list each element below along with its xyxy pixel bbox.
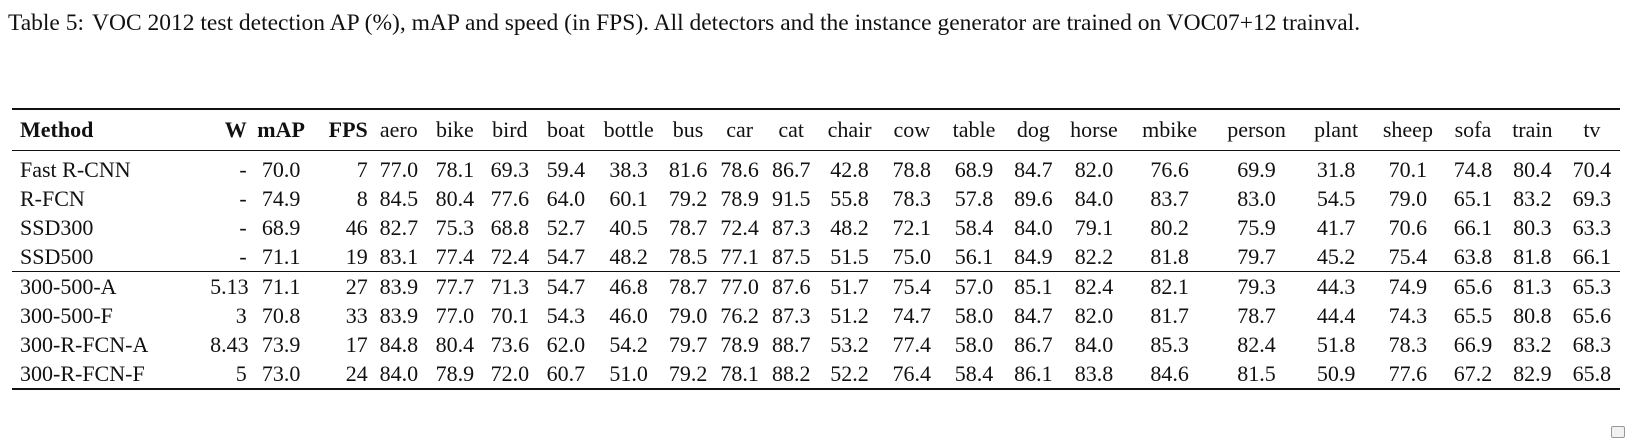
column-header-dog: dog	[1007, 109, 1061, 151]
method-name-cell: SSD500	[20, 244, 94, 269]
column-header-bike: bike	[427, 109, 483, 151]
table-cell: 58.4	[954, 215, 994, 240]
table-row	[12, 242, 1620, 272]
column-header-table: table	[941, 109, 1006, 151]
table-cell: 81.8	[1150, 244, 1189, 269]
method-name-cell: SSD300	[20, 215, 94, 240]
table-cell: 66.1	[1453, 215, 1493, 240]
table-cell: 17	[345, 332, 368, 357]
table-cell: 84.6	[1128, 359, 1212, 389]
table-cell: 46.0	[609, 303, 648, 328]
caption-label: Table 5:	[8, 10, 85, 36]
column-header-bottle: bottle	[595, 109, 662, 151]
table-cell: 84.0	[1074, 186, 1114, 211]
table-cell: 83.0	[1237, 186, 1276, 211]
table-cell: 65.6	[1572, 303, 1612, 328]
table-cell: 87.3	[771, 303, 811, 328]
table-cell: 86.7	[771, 157, 811, 182]
column-header-cow: cow	[882, 109, 941, 151]
table-cell: 54.7	[537, 272, 595, 302]
table-cell: 27	[313, 272, 371, 302]
table-cell: 85.1	[1007, 272, 1061, 302]
table-cell: 70.0	[261, 157, 301, 182]
table-cell: 80.8	[1513, 303, 1552, 328]
column-header-w: W	[207, 109, 250, 151]
table-cell: 80.4	[435, 186, 475, 211]
table-cell: 71.1	[261, 244, 301, 269]
table-cell: 70.1	[1388, 157, 1428, 182]
table-cell: 65.1	[1453, 186, 1493, 211]
table-caption	[8, 6, 1620, 40]
table-cell: 78.7	[1237, 303, 1276, 328]
table-cell: 82.4	[1060, 272, 1127, 302]
table-cell: 74.8	[1453, 157, 1493, 182]
table-cell: 82.9	[1501, 359, 1564, 389]
table-cell: -	[239, 157, 247, 182]
table-cell: 76.4	[882, 359, 941, 389]
table-cell: 48.2	[609, 244, 648, 269]
table-cell: 79.7	[668, 332, 708, 357]
table-cell: 68.9	[954, 157, 994, 182]
table-cell: 44.3	[1301, 272, 1371, 302]
table-cell: 86.1	[1007, 359, 1061, 389]
table-cell: 58.4	[941, 359, 1006, 389]
table-cell: 8	[356, 186, 368, 211]
table-cell: 51.8	[1316, 332, 1356, 357]
table-cell: 57.0	[941, 272, 1006, 302]
method-name-cell: R-FCN	[20, 186, 85, 211]
table-cell: 79.0	[1388, 186, 1428, 211]
table-cell: 84.5	[379, 186, 419, 211]
table-cell: 44.4	[1316, 303, 1356, 328]
table-cell: 51.0	[595, 359, 662, 389]
table-cell: 65.8	[1564, 359, 1620, 389]
table-cell: 73.0	[250, 359, 313, 389]
header-row	[12, 109, 1620, 151]
table-cell: 71.3	[483, 272, 537, 302]
table-cell: 60.7	[537, 359, 595, 389]
column-header-car: car	[714, 109, 766, 151]
table-cell: 58.0	[954, 332, 994, 357]
table-cell: 5.13	[207, 272, 250, 302]
table-cell: 84.9	[1014, 244, 1053, 269]
table-cell: 79.3	[1212, 272, 1302, 302]
column-header-map: mAP	[250, 109, 313, 151]
table-cell: 55.8	[830, 186, 869, 211]
table-cell: 86.7	[1014, 332, 1053, 357]
column-header-train: train	[1501, 109, 1564, 151]
table-cell: 81.3	[1501, 272, 1564, 302]
column-header-bird: bird	[483, 109, 537, 151]
table-cell: 77.4	[892, 332, 932, 357]
table-cell: 82.1	[1128, 272, 1212, 302]
table-cell: 76.6	[1150, 157, 1189, 182]
table-cell: 78.5	[668, 244, 708, 269]
table-cell: 75.9	[1237, 215, 1276, 240]
table-cell: 80.4	[435, 332, 475, 357]
table-cell: 72.4	[490, 244, 530, 269]
table-cell: 46.8	[595, 272, 662, 302]
table-cell: 83.8	[1060, 359, 1127, 389]
table-cell: 83.9	[371, 272, 427, 302]
table-cell: 79.1	[1074, 215, 1114, 240]
table-cell: 83.2	[1513, 186, 1552, 211]
table-cell: 52.2	[817, 359, 882, 389]
table-cell: 59.4	[546, 157, 586, 182]
table-cell: 82.0	[1074, 157, 1114, 182]
table-row	[12, 213, 1620, 242]
table-cell: 87.6	[765, 272, 817, 302]
table-cell: 87.3	[771, 215, 811, 240]
table-body	[12, 151, 1620, 390]
column-header-sheep: sheep	[1371, 109, 1445, 151]
table-row	[12, 359, 1620, 389]
table-cell: 89.6	[1014, 186, 1053, 211]
table-cell: 82.2	[1074, 244, 1114, 269]
table-cell: 73.9	[261, 332, 301, 357]
column-header-sofa: sofa	[1445, 109, 1501, 151]
table-cell: 57.8	[954, 186, 994, 211]
table-cell: 74.3	[1388, 303, 1428, 328]
table-cell: 83.7	[1150, 186, 1189, 211]
table-cell: 63.3	[1572, 215, 1612, 240]
table-cell: 60.1	[609, 186, 648, 211]
table-cell: 58.0	[954, 303, 994, 328]
table-cell: 45.2	[1316, 244, 1356, 269]
table-cell: 78.9	[427, 359, 483, 389]
table-cell: 81.8	[1513, 244, 1552, 269]
column-header-mbike: mbike	[1128, 109, 1212, 151]
table-cell: 41.7	[1316, 215, 1356, 240]
table-cell: 70.1	[490, 303, 530, 328]
method-name-cell: Fast R-CNN	[20, 157, 131, 182]
table-cell: 54.3	[546, 303, 586, 328]
table-cell: 78.9	[720, 332, 759, 357]
table-cell: 84.7	[1014, 303, 1053, 328]
table-cell: 84.8	[379, 332, 419, 357]
method-name-cell: 300-R-FCN-A	[20, 332, 149, 357]
table-cell: 78.7	[668, 215, 708, 240]
table-cell: 78.3	[1388, 332, 1428, 357]
table-cell: 87.5	[771, 244, 811, 269]
table-cell: 80.3	[1513, 215, 1552, 240]
table-cell: 80.2	[1150, 215, 1189, 240]
table-cell: 77.7	[427, 272, 483, 302]
table-cell: 75.4	[1388, 244, 1428, 269]
table-cell: 88.2	[765, 359, 817, 389]
table-cell: 24	[313, 359, 371, 389]
table-cell: 19	[345, 244, 368, 269]
column-header-bus: bus	[662, 109, 714, 151]
column-header-fps: FPS	[313, 109, 371, 151]
table-cell: 8.43	[210, 332, 249, 357]
table-cell: 69.3	[490, 157, 530, 182]
table-cell: 72.0	[483, 359, 537, 389]
table-cell: 70.4	[1572, 157, 1612, 182]
table-cell: 74.9	[261, 186, 301, 211]
table-cell: 54.5	[1316, 186, 1356, 211]
table-cell: 78.1	[435, 157, 475, 182]
table-cell: 74.9	[1371, 272, 1445, 302]
table-cell: 83.2	[1513, 332, 1552, 357]
table-cell: 40.5	[609, 215, 648, 240]
table-cell: 83.9	[379, 303, 419, 328]
table-cell: 31.8	[1316, 157, 1356, 182]
table-cell: -	[239, 186, 247, 211]
table-cell: 54.2	[609, 332, 648, 357]
table-cell: 76.2	[720, 303, 759, 328]
table-cell: 77.0	[714, 272, 766, 302]
table-cell: 78.7	[662, 272, 714, 302]
table-cell: 84.0	[1074, 332, 1114, 357]
resize-handle-icon	[1611, 426, 1625, 438]
table-cell: 70.8	[261, 303, 301, 328]
table-cell: 78.8	[892, 157, 932, 182]
table-cell: 5	[207, 359, 250, 389]
table-cell: 72.4	[720, 215, 759, 240]
table-cell: 68.9	[261, 215, 301, 240]
column-header-aero: aero	[371, 109, 427, 151]
table-cell: 78.1	[714, 359, 766, 389]
table-cell: 51.7	[817, 272, 882, 302]
table-row	[12, 151, 1620, 185]
table-cell: 33	[345, 303, 368, 328]
table-cell: -	[239, 215, 247, 240]
table-cell: 79.0	[668, 303, 708, 328]
table-cell: 46	[345, 215, 368, 240]
table-cell: 82.7	[379, 215, 419, 240]
column-header-method: Method	[12, 109, 207, 151]
table-cell: 69.9	[1237, 157, 1276, 182]
table-cell: 65.3	[1564, 272, 1620, 302]
table-cell: 75.0	[892, 244, 932, 269]
table-cell: 38.3	[609, 157, 648, 182]
table-cell: 84.0	[1014, 215, 1053, 240]
table-cell: 67.2	[1445, 359, 1501, 389]
table-cell: 77.6	[1371, 359, 1445, 389]
table-cell: 85.3	[1150, 332, 1189, 357]
table-cell: 52.7	[546, 215, 586, 240]
column-header-tv: tv	[1564, 109, 1620, 151]
column-header-boat: boat	[537, 109, 595, 151]
table-cell: 79.2	[662, 359, 714, 389]
table-cell: 79.7	[1237, 244, 1276, 269]
table-cell: 77.0	[379, 157, 419, 182]
table-cell: 78.9	[720, 186, 759, 211]
table-cell: 70.6	[1388, 215, 1428, 240]
method-name-cell: 300-R-FCN-F	[12, 359, 207, 389]
column-header-person: person	[1212, 109, 1302, 151]
results-table-container	[12, 108, 1620, 390]
table-cell: 77.4	[435, 244, 475, 269]
table-cell: 81.7	[1150, 303, 1189, 328]
table-cell: 50.9	[1301, 359, 1371, 389]
table-cell: 7	[356, 157, 368, 182]
table-cell: 84.7	[1014, 157, 1053, 182]
table-row	[12, 301, 1620, 330]
results-table	[12, 108, 1620, 390]
column-header-cat: cat	[765, 109, 817, 151]
caption-text: VOC 2012 test detection AP (%), mAP and speed (in FPS). All detectors and the instance generator are trained on VOC07+12 trainval.	[92, 10, 1361, 36]
table-cell: 66.9	[1453, 332, 1493, 357]
table-cell: 75.4	[882, 272, 941, 302]
table-cell: 75.3	[435, 215, 475, 240]
table-row	[12, 184, 1620, 213]
table-cell: 72.1	[892, 215, 932, 240]
table-cell: 82.0	[1074, 303, 1114, 328]
table-cell: 77.0	[435, 303, 475, 328]
table-cell: 74.7	[892, 303, 932, 328]
table-row	[12, 272, 1620, 302]
table-cell: 77.1	[720, 244, 759, 269]
table-cell: 82.4	[1237, 332, 1276, 357]
table-cell: 51.5	[830, 244, 869, 269]
table-cell: 42.8	[830, 157, 869, 182]
method-name-cell: 300-500-F	[20, 303, 113, 328]
table-cell: 91.5	[771, 186, 811, 211]
table-cell: 81.6	[668, 157, 708, 182]
table-cell: 65.5	[1453, 303, 1493, 328]
table-cell: 3	[235, 303, 247, 328]
table-cell: 71.1	[250, 272, 313, 302]
table-cell: 64.0	[546, 186, 586, 211]
table-cell: 68.3	[1572, 332, 1612, 357]
table-cell: 79.2	[668, 186, 708, 211]
table-row	[12, 330, 1620, 359]
table-cell: 65.6	[1445, 272, 1501, 302]
table-cell: 63.8	[1453, 244, 1493, 269]
table-cell: 83.1	[379, 244, 419, 269]
table-cell: 56.1	[954, 244, 994, 269]
table-cell: 53.2	[830, 332, 869, 357]
table-cell: 48.2	[830, 215, 869, 240]
table-cell: 62.0	[546, 332, 586, 357]
table-cell: 88.7	[771, 332, 811, 357]
table-cell: 81.5	[1212, 359, 1302, 389]
table-cell: 84.0	[371, 359, 427, 389]
table-cell: 73.6	[490, 332, 530, 357]
table-cell: -	[239, 244, 247, 269]
table-cell: 78.6	[720, 157, 759, 182]
table-cell: 77.6	[490, 186, 530, 211]
column-header-chair: chair	[817, 109, 882, 151]
table-cell: 54.7	[546, 244, 586, 269]
table-cell: 69.3	[1572, 186, 1612, 211]
column-header-plant: plant	[1301, 109, 1371, 151]
table-cell: 80.4	[1513, 157, 1552, 182]
column-header-horse: horse	[1060, 109, 1127, 151]
table-cell: 51.2	[830, 303, 869, 328]
table-cell: 66.1	[1572, 244, 1612, 269]
table-cell: 68.8	[490, 215, 530, 240]
table-cell: 78.3	[892, 186, 932, 211]
method-name-cell: 300-500-A	[12, 272, 207, 302]
